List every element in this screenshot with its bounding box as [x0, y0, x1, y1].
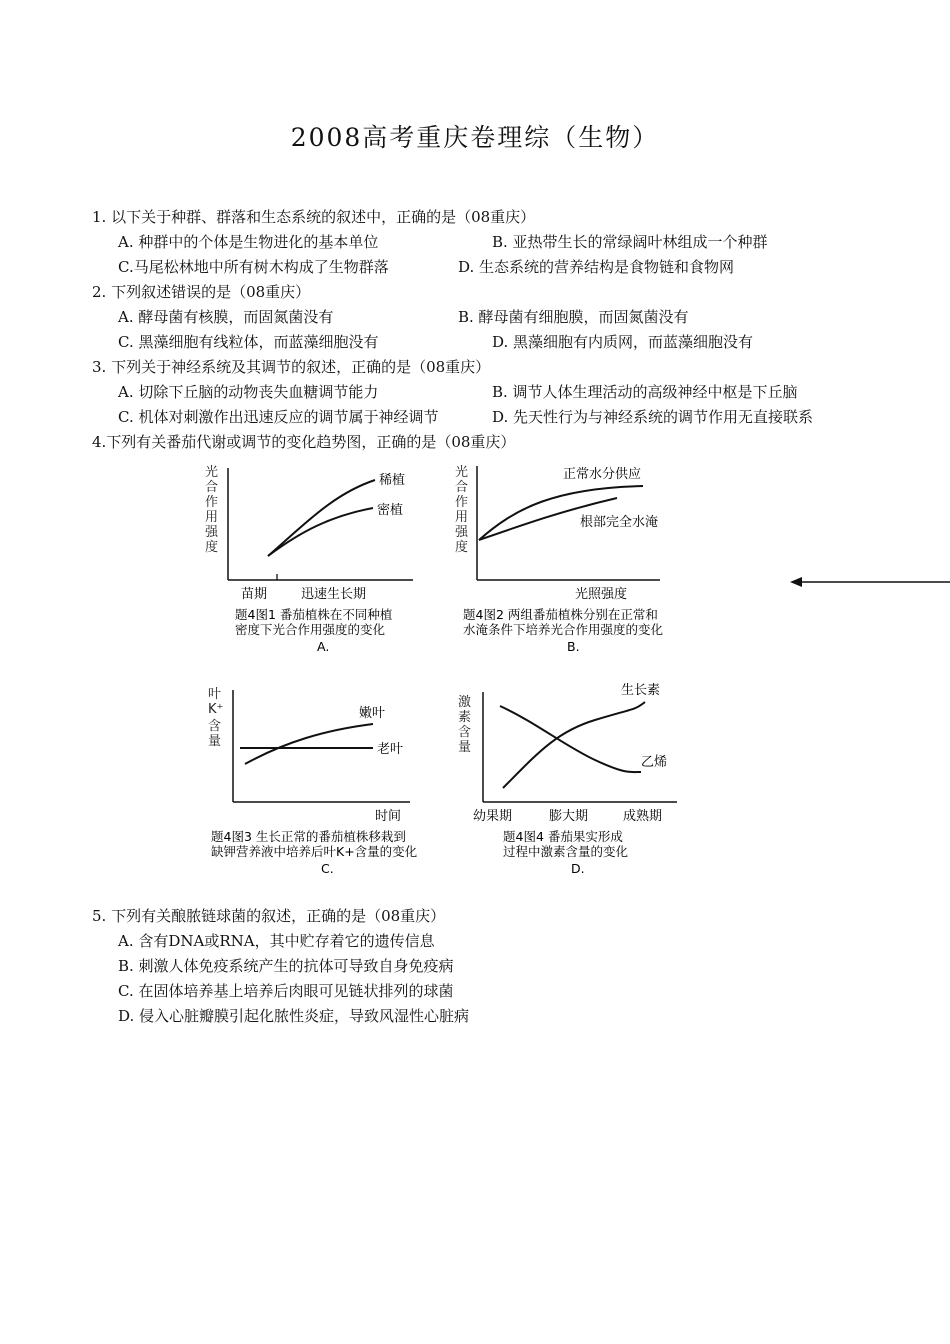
figure-a-caption-2: 密度下光合作用强度的变化 [235, 622, 386, 637]
question-1-option-b: B. 亚热带生长的常绿阔叶林组成一个种群 [492, 233, 768, 251]
figure-a-letter: A. [317, 639, 330, 654]
page-title: 2008高考重庆卷理综（生物） [290, 123, 660, 152]
question-5-stem: 5. 下列有关酿脓链球菌的叙述，正确的是（08重庆） [92, 907, 446, 925]
figure-b-ylabel-1: 光 [455, 465, 469, 480]
figure-c-caption-2: 缺钾营养液中培养后叶K+含量的变化 [211, 844, 418, 859]
question-5-option-d: D. 侵入心脏瓣膜引起化脓性炎症，导致风湿性心脏病 [118, 1007, 470, 1025]
figure-b-ylabel-6: 度 [455, 540, 469, 555]
figure-d-ylabel-1: 激 [458, 695, 472, 710]
question-2-option-d: D. 黑藻细胞有内质网，而蓝藻细胞没有 [492, 333, 754, 351]
question-2-option-b: B. 酵母菌有细胞膜，而固氮菌没有 [458, 308, 689, 326]
figure-c [195, 680, 455, 884]
figure-b-ylabel-3: 作 [455, 495, 469, 510]
figure-d-xtick-1: 幼果期 [473, 809, 513, 824]
question-1-option-c: C.马尾松林地中所有树木构成了生物群落 [118, 258, 389, 276]
question-3-option-d: D. 先天性行为与神经系统的调节作用无直接联系 [492, 408, 814, 426]
figure-b-series-flooded: 根部完全水淹 [580, 515, 659, 530]
figure-a-series-dense: 密植 [377, 503, 404, 518]
figure-a-series-sparse: 稀植 [379, 473, 406, 488]
figure-b [445, 458, 705, 662]
question-5-option-b: B. 刺激人体免疫系统产生的抗体可导致自身免疫病 [118, 957, 454, 975]
figure-d-ylabel-3: 含 [458, 725, 472, 740]
figure-a-ylabel-6: 度 [205, 540, 219, 555]
question-2-stem: 2. 下列叙述错误的是（08重庆） [92, 283, 311, 301]
figure-d-letter: D. [571, 861, 585, 876]
question-3-option-c: C. 机体对刺激作出迅速反应的调节属于神经调节 [118, 408, 439, 426]
figure-a-xtick-1: 苗期 [241, 587, 268, 602]
figure-a-ylabel-2: 合 [205, 480, 219, 495]
figure-d-series-auxin: 生长素 [621, 683, 661, 698]
question-3-option-a: A. 切除下丘脑的动物丧失血糖调节能力 [118, 383, 379, 401]
figure-d-caption-1: 题4图4 番茄果实形成 [503, 829, 623, 844]
figure-c-xlabel: 时间 [375, 809, 402, 824]
figure-b-ylabel-4: 用 [455, 510, 469, 525]
question-3-stem: 3. 下列关于神经系统及其调节的叙述，正确的是（08重庆） [92, 358, 491, 376]
question-1-option-d: D. 生态系统的营养结构是食物链和食物网 [458, 258, 735, 276]
figure-b-series-normal: 正常水分供应 [563, 467, 642, 482]
question-3-option-b: B. 调节人体生理活动的高级神经中枢是下丘脑 [492, 383, 798, 401]
figure-d-xtick-3: 成熟期 [623, 809, 663, 824]
figure-b-xlabel: 光照强度 [575, 587, 628, 602]
figure-c-letter: C. [321, 861, 334, 876]
question-4-stem: 4.下列有关番茄代谢或调节的变化趋势图，正确的是（08重庆） [92, 433, 516, 451]
figure-a-ylabel-5: 强 [205, 525, 219, 540]
figure-b-letter: B. [567, 639, 580, 654]
figure-b-caption-1: 题4图2 两组番茄植株分别在正常和 [463, 607, 658, 622]
figure-d-ylabel-4: 量 [458, 740, 472, 755]
figure-a-xtick-2: 迅速生长期 [301, 587, 367, 602]
figure-a [195, 458, 435, 662]
figure-b-ylabel-2: 合 [455, 480, 469, 495]
figure-c-series-old: 老叶 [377, 742, 404, 757]
figure-c-series-young: 嫩叶 [359, 706, 386, 721]
question-5-option-c: C. 在固体培养基上培养后肉眼可见链状排列的球菌 [118, 982, 454, 1000]
figure-a-ylabel-3: 作 [205, 495, 219, 510]
question-5-option-a: A. 含有DNA或RNA，其中贮存着它的遗传信息 [118, 932, 435, 950]
margin-arrow-icon [790, 574, 950, 594]
figure-d-curve-auxin [503, 702, 645, 788]
question-1-stem: 1. 以下关于种群、群落和生态系统的叙述中，正确的是（08重庆） [92, 208, 536, 226]
figure-a-ylabel-1: 光 [205, 465, 219, 480]
figure-c-ylabel-3: 含 [208, 719, 222, 734]
figure-a-ylabel-4: 用 [205, 510, 219, 525]
figure-c-ylabel-4: 量 [208, 734, 222, 749]
figure-c-curve-young [245, 724, 373, 764]
figure-b-ylabel-5: 强 [455, 525, 469, 540]
question-1-option-a: A. 种群中的个体是生物进化的基本单位 [118, 233, 379, 251]
figure-d [445, 680, 705, 884]
question-2-option-a: A. 酵母菌有核膜，而固氮菌没有 [118, 308, 334, 326]
figure-d-curve-ethylene [500, 706, 641, 772]
figure-c-caption-1: 题4图3 生长正常的番茄植株移栽到 [211, 829, 406, 844]
figure-d-xtick-2: 膨大期 [549, 809, 589, 824]
figure-c-ylabel-1: 叶 [208, 687, 222, 702]
figure-c-ylabel-2: K⁺ [208, 702, 224, 717]
figure-d-caption-2: 过程中激素含量的变化 [503, 844, 629, 859]
figure-d-series-ethylene: 乙烯 [641, 755, 668, 770]
question-2-option-c: C. 黑藻细胞有线粒体，而蓝藻细胞没有 [118, 333, 379, 351]
figure-a-curve-dense [268, 508, 373, 556]
figure-d-ylabel-2: 素 [458, 710, 472, 725]
figure-a-caption-1: 题4图1 番茄植株在不同种植 [235, 607, 393, 622]
figure-b-caption-2: 水淹条件下培养光合作用强度的变化 [463, 622, 664, 637]
